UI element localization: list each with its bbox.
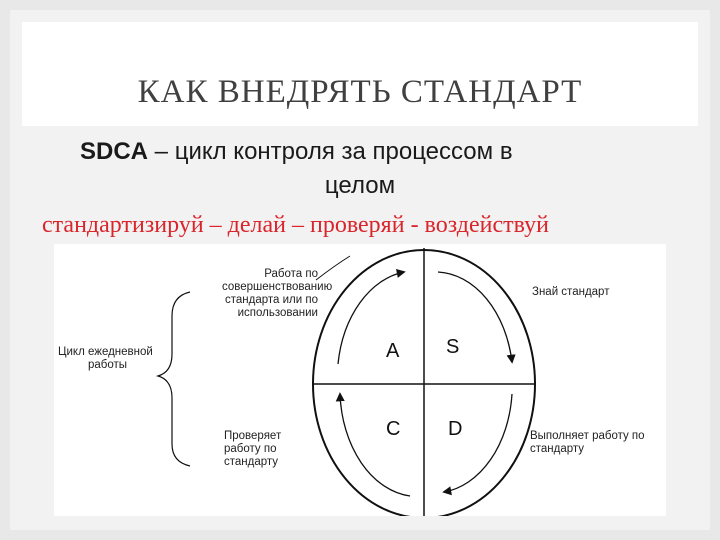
sdca-diagram xyxy=(54,244,666,516)
sdca-cycle-svg xyxy=(54,244,666,516)
bottom-left-label xyxy=(224,430,281,469)
quadrant-d: D xyxy=(448,418,463,440)
quadrant-a: A xyxy=(386,340,400,362)
left-label xyxy=(58,346,153,372)
label-line: использовании xyxy=(237,307,318,319)
cycle-steps-text: стандартизируй – делай – проверяй - воздействуй xyxy=(42,212,549,238)
connector-curve xyxy=(316,256,350,280)
arc-bottom-right xyxy=(444,394,512,492)
subtitle-line xyxy=(80,138,660,166)
label-line: стандарта или по xyxy=(225,294,318,306)
label-line: Работа по xyxy=(264,268,318,280)
quadrant-s: S xyxy=(446,336,460,358)
title-box xyxy=(22,22,698,126)
bottom-right-label xyxy=(530,430,645,456)
label-line: работу по xyxy=(224,443,277,455)
label-line: Выполняет работу по xyxy=(530,430,645,442)
top-left-label xyxy=(222,268,333,320)
label-line: стандарту xyxy=(530,443,585,455)
label-line: стандарту xyxy=(224,456,279,468)
slide-title: КАК ВНЕДРЯТЬ СТАНДАРТ xyxy=(137,74,583,110)
label-line: совершенствованию xyxy=(222,281,333,293)
arc-bottom-left xyxy=(340,394,410,496)
top-right-label: Знай стандарт xyxy=(532,286,610,298)
left-label-line: Цикл ежедневной xyxy=(58,346,153,358)
subtitle-text: – цикл контроля за процессом в xyxy=(148,138,513,165)
quadrant-c: C xyxy=(386,418,401,440)
sdca-term: SDCA xyxy=(80,138,149,165)
subtitle-line-2: целом xyxy=(324,172,396,199)
left-brace xyxy=(158,292,190,466)
left-label-line: работы xyxy=(88,359,128,371)
label-line: Проверяет xyxy=(224,430,282,442)
